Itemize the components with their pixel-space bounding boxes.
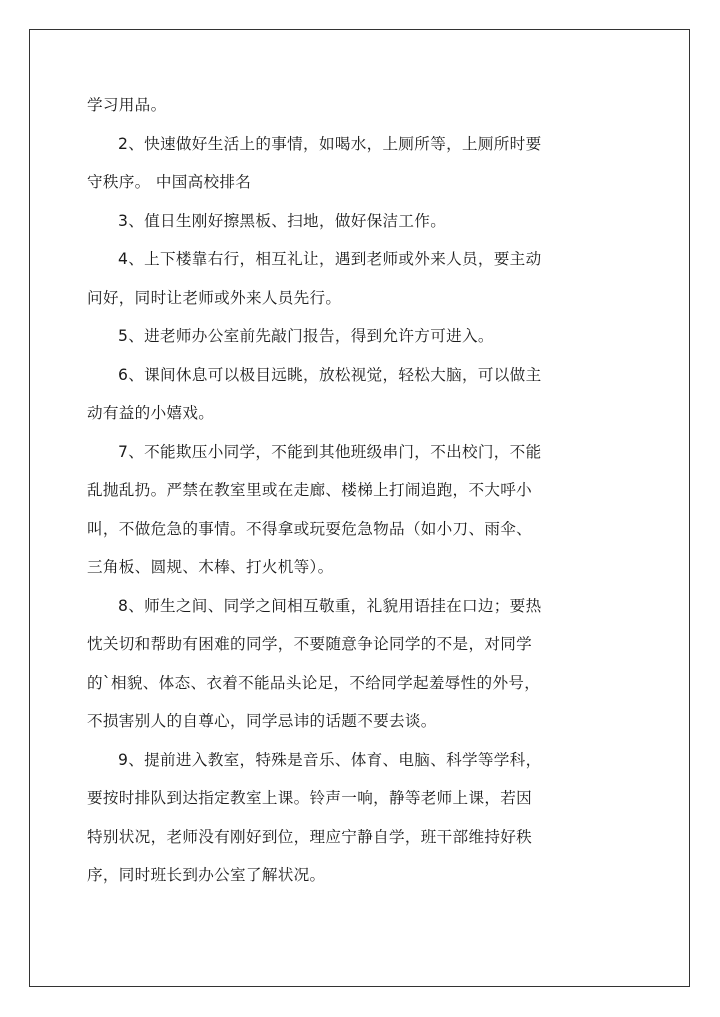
text-line: 要按时排队到达指定教室上课。铃声一响，静等老师上课，若因 bbox=[87, 789, 533, 807]
text-line: 4、上下楼靠右行，相互礼让，遇到老师或外来人员，要主动 bbox=[118, 250, 542, 268]
text-line: 3、值日生刚好擦黑板、扫地，做好保洁工作。 bbox=[118, 211, 447, 230]
text-line: 特别状况，老师没有刚好到位，理应宁静自学，班干部维持好秩 bbox=[87, 827, 533, 846]
text-line: 忱关切和帮助有困难的同学，不要随意争论同学的不是，对同学 bbox=[87, 635, 533, 653]
text-line: 7、不能欺压小同学，不能到其他班级串门，不出校门，不能 bbox=[118, 442, 542, 461]
text-line: 守秩序。 中国高校排名 bbox=[87, 173, 252, 191]
text-line: 8、师生之间、同学之间相互敬重，礼貌用语挂在口边；要热 bbox=[118, 596, 542, 615]
text-line: 学习用品。 bbox=[87, 96, 167, 114]
text-line: 不损害别人的自尊心，同学忌讳的话题不要去谈。 bbox=[87, 712, 437, 730]
text-line: 的`相貌、体态、衣着不能品头论足，不给同学起羞辱性的外号， bbox=[87, 673, 541, 692]
text-line: 叫，不做危急的事情。不得拿或玩耍危急物品（如小刀、雨伞、 bbox=[87, 519, 533, 538]
text-line: 三角板、圆规、木棒、打火机等）。 bbox=[87, 558, 334, 576]
text-line: 动有益的小嬉戏。 bbox=[87, 404, 215, 422]
text-line: 序，同时班长到办公室了解状况。 bbox=[87, 866, 326, 884]
text-line: 9、提前进入教室，特殊是音乐、体育、电脑、科学等学科， bbox=[118, 750, 542, 769]
text-line: 2、快速做好生活上的事情，如喝水，上厕所等，上厕所时要 bbox=[118, 134, 542, 153]
text-line: 乱抛乱扔。严禁在教室里或在走廊、楼梯上打闹追跑，不大呼小 bbox=[87, 481, 533, 499]
text-line: 问好，同时让老师或外来人员先行。 bbox=[87, 288, 342, 307]
text-line: 5、进老师办公室前先敲门报告，得到允许方可进入。 bbox=[118, 327, 494, 345]
document-body bbox=[87, 86, 635, 895]
text-line: 6、课间休息可以极目远眺，放松视觉，轻松大脑，可以做主 bbox=[118, 365, 542, 384]
